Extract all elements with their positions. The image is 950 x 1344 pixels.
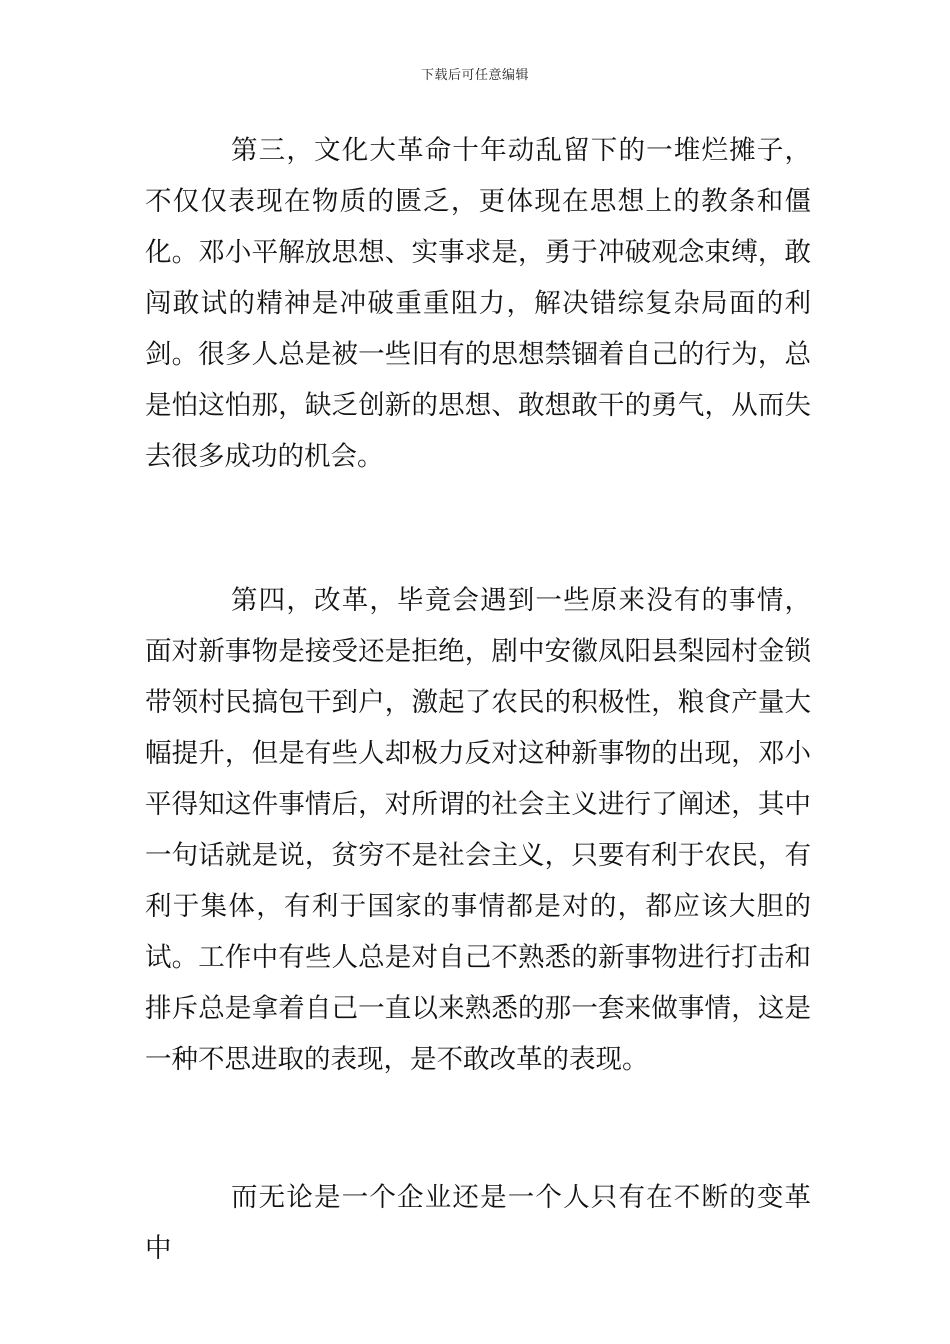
paragraph-block-2 (145, 575, 811, 1085)
paragraph-3: 而无论是一个企业还是一个人只有在不断的变革中 (145, 1182, 811, 1264)
page-header: 下载后可任意编辑 (420, 68, 529, 83)
paragraph-2: 第四，改革，毕竟会遇到一些原来没有的事情，面对新事物是接受还是拒绝，剧中安徽凤阳县梨园村金锁带领村民搞包干到户，激起了农民的积极性，粮食产量大幅提升，但是有些人却极力反对这种新事物的出现，邓小平得知这件事情后，对所谓的社会主义进行了阐述，其中一句话就是说，贫穷不是社会主义，只要有利于农民，有利于集体，有利于国家的事情都是对的，都应该大胆的试。工作中有些人总是对自己不熟悉的新事物进行打击和排斥总是拿着自己一直以来熟悉的那一套来做事情，这是一种不思进取的表现，是不敢改革的表现。 (145, 585, 811, 1075)
paragraph-block-1 (145, 125, 811, 482)
paragraph-block-3 (145, 1172, 811, 1274)
paragraph-1: 第三，文化大革命十年动乱留下的一堆烂摊子，不仅仅表现在物质的匮乏，更体现在思想上的教条和僵化。邓小平解放思想、实事求是，勇于冲破观念束缚，敢闯敢试的精神是冲破重重阻力，解决错综复杂局面的利剑。很多人总是被一些旧有的思想禁锢着自己的行为，总是怕这怕那，缺乏创新的思想、敢想敢干的勇气，从而失去很多成功的机会。 (145, 135, 811, 472)
